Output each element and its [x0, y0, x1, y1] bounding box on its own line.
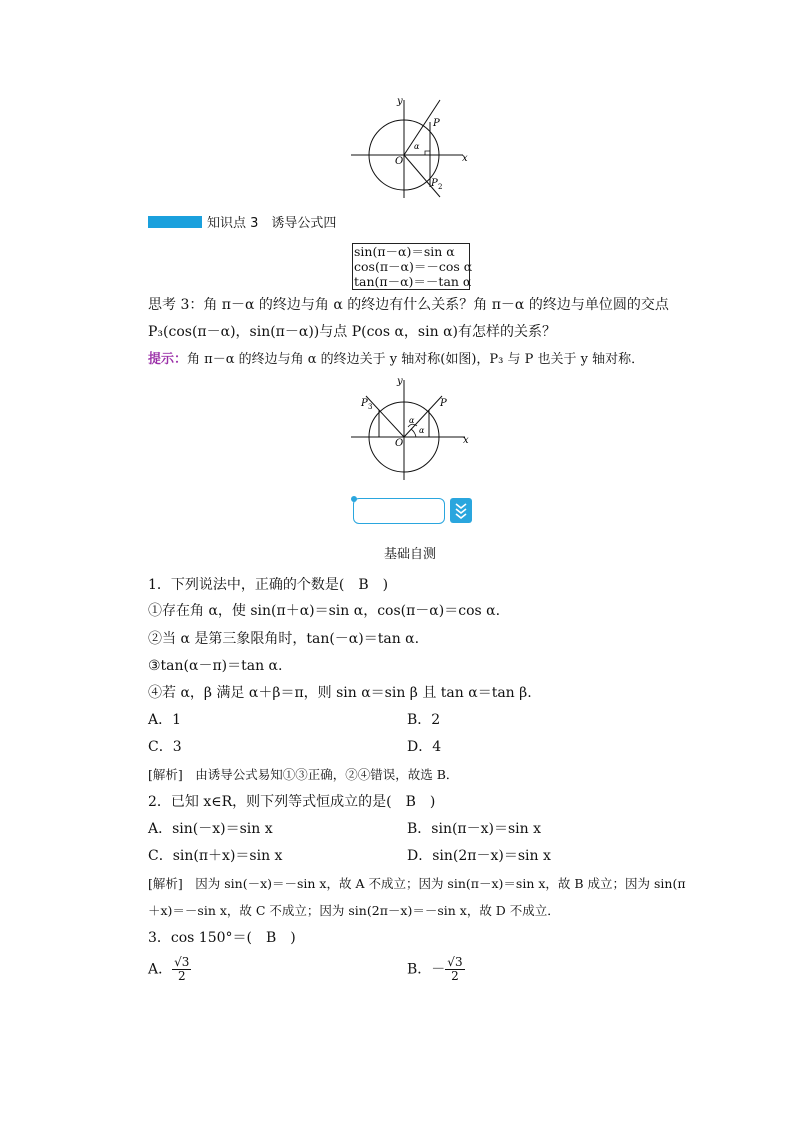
q1-option-a: A．1: [148, 712, 182, 728]
fig1-alpha-label: α: [414, 142, 420, 151]
hint-label: 提示：: [148, 352, 188, 367]
q1-option-b: B．2: [407, 712, 441, 728]
think3-line1: 思考 3：角 π－α 的终边与角 α 的终边有什么关系？角 π－α 的终边与单位圆的交点: [148, 297, 669, 313]
unit-circle-figure-2: [345, 374, 475, 484]
fig1-p-label: P: [433, 118, 440, 129]
q1-statement-1: ①存在角 α，使 sin(π＋α)＝sin α，cos(π－α)＝cos α.: [148, 603, 501, 619]
q2-option-d: D．sin(2π－x)＝sin x: [407, 848, 551, 864]
q2-option-a: A．sin(－x)＝sin x: [148, 821, 273, 837]
fig1-y-label: y: [397, 96, 403, 107]
knowledge-point-bar: [148, 216, 202, 228]
fig1-x-label: x: [462, 153, 468, 164]
think3-line2: P₃(cos(π－α)，sin(π－α))与点 P(cos α，sin α)有怎样的关系？: [148, 324, 556, 340]
q1-statement-3: ③tan(α－π)＝tan α.: [148, 658, 283, 674]
double-chevron-down-icon: [450, 498, 472, 523]
q3-option-a-numerator: √3: [174, 955, 190, 969]
q3-option-b: [407, 956, 465, 983]
formula-box: [352, 243, 473, 290]
section-banner-dot: [351, 496, 357, 502]
formula-cos: cos(π－α)＝－cos α: [354, 259, 473, 274]
q3-option-b-denominator: 2: [451, 969, 459, 983]
q1-statement-4: ④若 α，β 满足 α＋β＝π，则 sin α＝sin β 且 tan α＝tan β.: [148, 685, 532, 701]
fig2-alpha-label: α: [419, 426, 425, 435]
q3-option-b-numerator: √3: [447, 955, 463, 969]
fig1-p2-subscript: 2: [438, 183, 443, 191]
q3-option-b-prefix: B．－: [407, 961, 446, 978]
section-banner: [353, 498, 445, 524]
fig1-p2-label: P: [431, 178, 438, 189]
q2-stem: 2．已知 x∈R，则下列等式恒成立的是( B ): [148, 794, 436, 810]
hint-line: [148, 351, 644, 369]
knowledge-point-title: 知识点 3 诱导公式四: [207, 216, 337, 231]
fig2-p3-label: P: [361, 398, 368, 409]
q1-analysis: [解析] 由诱导公式易知①③正确，②④错误，故选 B．: [148, 767, 459, 782]
fig2-alpha-label-2: α: [409, 416, 415, 425]
q1-option-c: C．3: [148, 739, 182, 755]
q3-option-a-fraction: [172, 956, 191, 983]
q2-option-b: B．sin(π－x)＝sin x: [407, 821, 542, 837]
q1-statement-2: ②当 α 是第三象限角时，tan(－α)＝tan α.: [148, 631, 420, 647]
q3-option-a-prefix: A．: [148, 961, 173, 978]
formula-tan: tan(π－α)＝－tan α: [354, 274, 472, 289]
hint-text: 角 π－α 的终边与角 α 的终边关于 y 轴对称(如图)，P₃ 与 P 也关于 y 轴对称．: [187, 352, 645, 367]
section-title: 基础自测: [384, 547, 437, 562]
unit-circle-figure-1: [345, 92, 475, 200]
q3-option-b-fraction: [445, 956, 464, 983]
fig2-p3-subscript: 3: [368, 403, 373, 411]
fig2-x-label: x: [463, 435, 469, 446]
q1-option-d: D．4: [407, 739, 442, 755]
q2-analysis-line2: ＋x)＝－sin x，故 C 不成立；因为 sin(2π－x)＝－sin x，故 D 不成立．: [148, 903, 560, 918]
formula-sin: sin(π－α)＝sin α: [354, 244, 455, 259]
q3-stem: 3．cos 150°＝( B ): [148, 930, 296, 946]
q3-option-a: [148, 956, 191, 983]
q2-option-c: C．sin(π＋x)＝sin x: [148, 848, 283, 864]
q1-stem: 1．下列说法中，正确的个数是( B ): [148, 577, 389, 593]
q2-analysis-line1: [解析] 因为 sin(－x)＝－sin x，故 A 不成立；因为 sin(π－x)＝sin x，故 B 成立；因为 sin(π: [148, 876, 686, 891]
fig2-y-label: y: [397, 376, 403, 387]
fig1-origin-label: O: [395, 156, 404, 167]
fig2-p-label: P: [440, 398, 447, 409]
fig2-origin-label: O: [395, 438, 404, 449]
q3-option-a-denominator: 2: [177, 969, 186, 983]
